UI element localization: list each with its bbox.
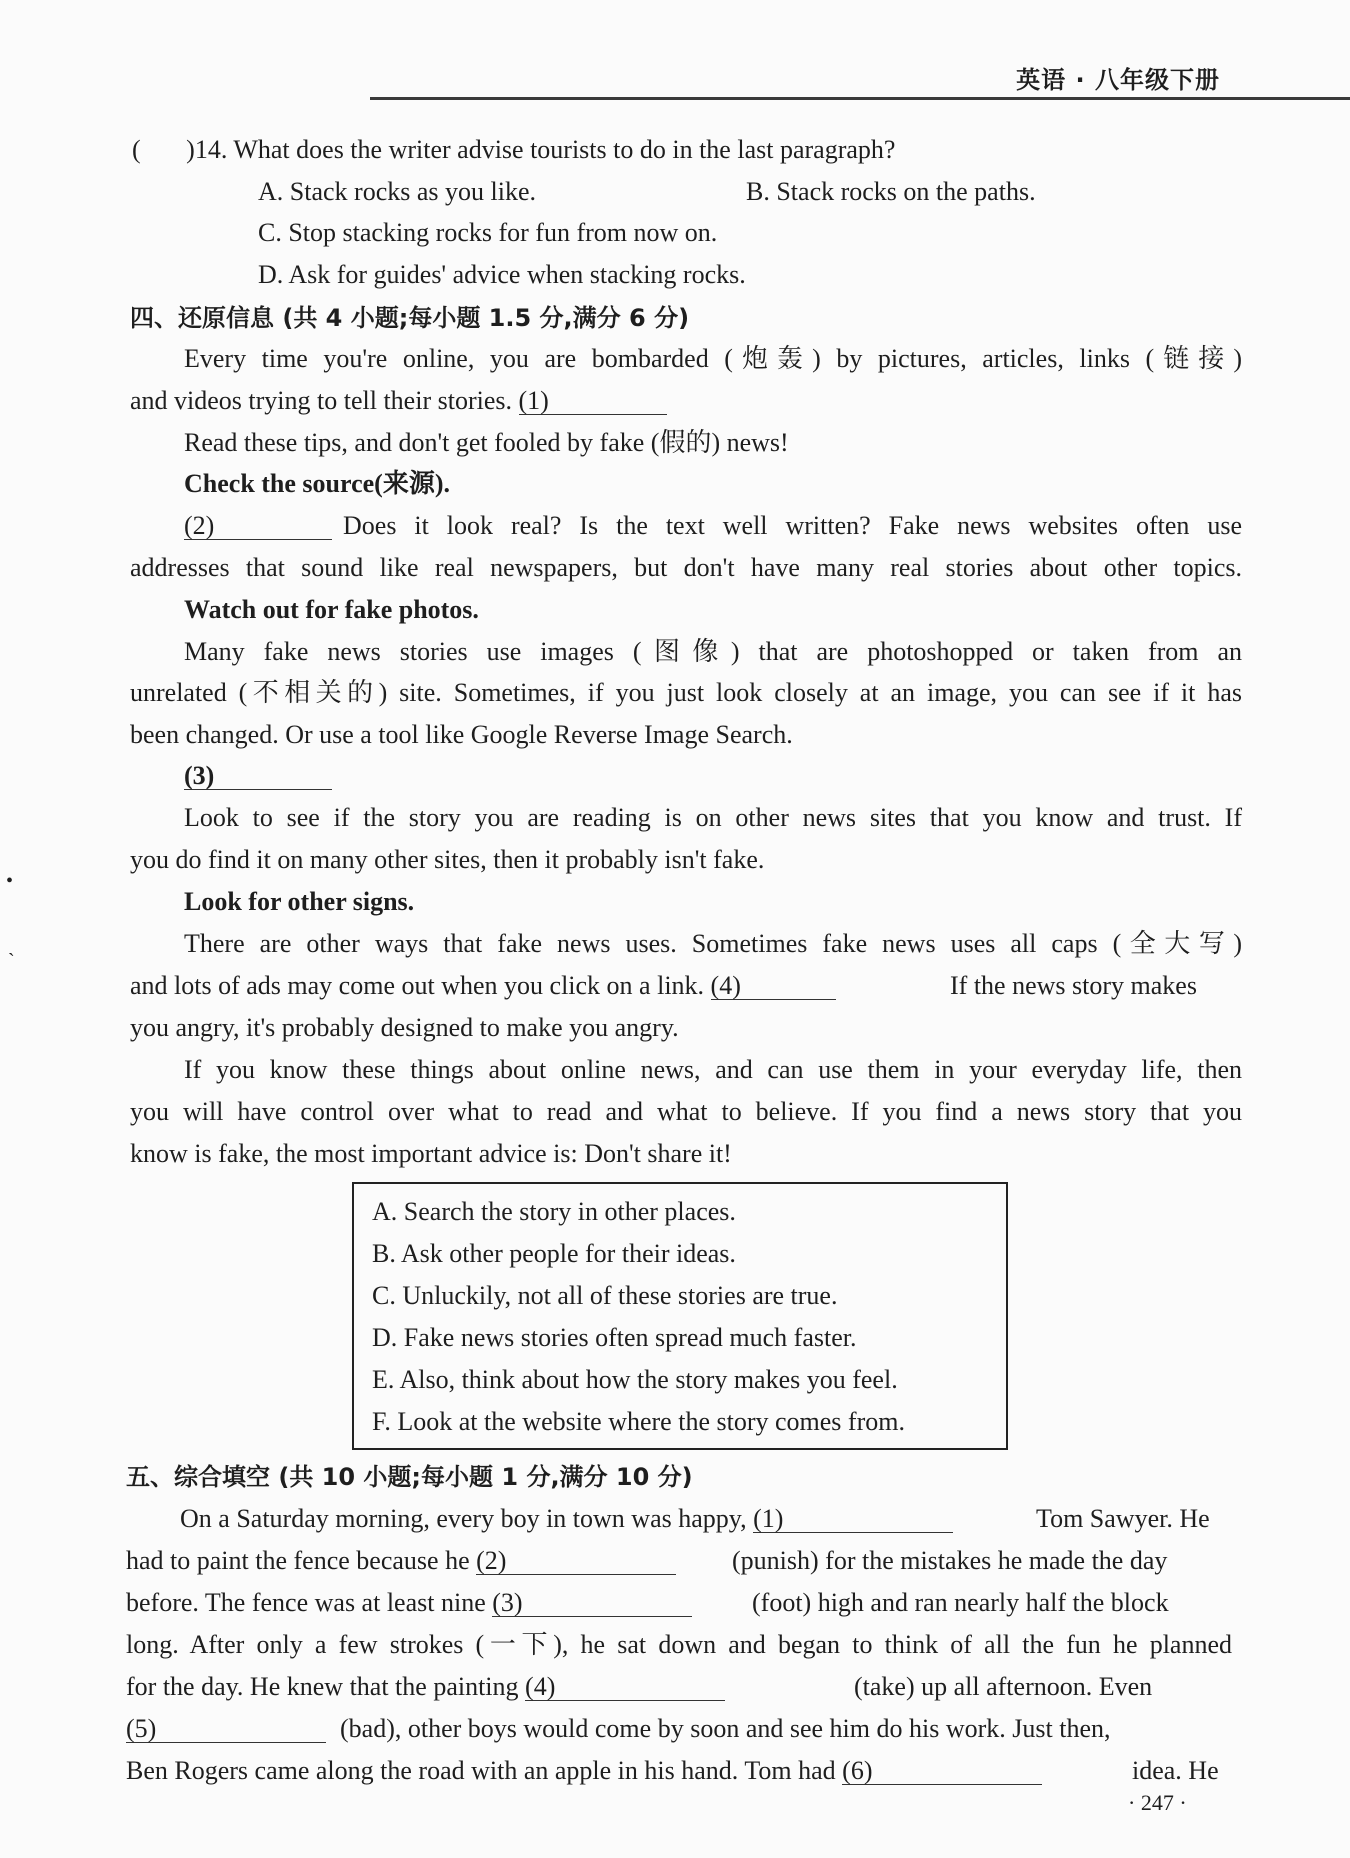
s4-blank3-line (184, 760, 332, 792)
q14-option-a: A. Stack rocks as you like. (258, 177, 537, 206)
s5-line5-end: (take) up all afternoon. Even (854, 1672, 1153, 1701)
s5-line1 (180, 1503, 953, 1535)
fill-blank-2[interactable]: (2) (476, 1548, 676, 1575)
s4-p6-line2 (130, 970, 836, 1002)
fill-blank-3[interactable]: (3) (492, 1590, 692, 1617)
q14-option-d: D. Ask for guides' advice when stacking rocks. (258, 260, 746, 289)
s5-line5 (126, 1671, 725, 1703)
s4-p3-line2: addresses that sound like real newspapers, but don't have many real stories about other topics. (130, 553, 1242, 582)
answer-blank-1[interactable]: (1) (519, 388, 667, 415)
s5-line1-end: Tom Sawyer. He (1036, 1504, 1210, 1533)
s5-line2 (126, 1545, 676, 1577)
answer-blank-2[interactable]: (2) (184, 513, 332, 540)
s4-p6-text-b: If the news story makes (950, 971, 1197, 1000)
fill-blank-1[interactable]: (1) (753, 1506, 953, 1533)
s4-p2: Read these tips, and don't get fooled by fake (假的) news! (184, 428, 789, 457)
s4-p4-line3: been changed. Or use a tool like Google Reverse Image Search. (130, 720, 793, 749)
s4-p1-line2 (130, 385, 667, 417)
s4-p6-text-a: and lots of ads may come out when you click on a link. (130, 971, 705, 1000)
subheading-other-signs: Look for other signs. (184, 887, 415, 916)
s5-line7-text: Ben Rogers came along the road with an apple in his hand. Tom had (126, 1756, 836, 1785)
s4-p6-line3: you angry, it's probably designed to make you angry. (130, 1013, 679, 1042)
s4-p3-line1 (184, 510, 332, 542)
option-f: F. Look at the website where the story comes from. (372, 1407, 905, 1436)
s4-p7-line1: If you know these things about online news, and can use them in your everyday life, then (184, 1055, 1242, 1084)
section4-heading: 四、还原信息 (共 4 小题;每小题 1.5 分,满分 6 分) (130, 304, 690, 332)
option-d: D. Fake news stories often spread much faster. (372, 1323, 857, 1352)
s5-line7-end: idea. He (1132, 1756, 1219, 1785)
fill-blank-4[interactable]: (4) (525, 1674, 725, 1701)
q14-stem: ( )14. What does the writer advise tourists to do in the last paragraph? (132, 135, 896, 164)
s4-p4-line1: Many fake news stories use images (图像) that are photoshopped or taken from an (184, 637, 1242, 666)
scan-mark: • (6, 870, 14, 892)
s5-line7 (126, 1755, 1042, 1787)
answer-blank-3[interactable]: (3) (184, 763, 332, 790)
q14-option-b: B. Stack rocks on the paths. (746, 177, 1036, 206)
subheading-fake-photos: Watch out for fake photos. (184, 595, 479, 624)
answer-blank-4[interactable]: (4) (711, 973, 836, 1000)
header-title: 英语 · 八年级下册 (1016, 66, 1220, 94)
s4-p1-line1: Every time you're online, you are bombarded (炮轰) by pictures, articles, links (链接) (184, 344, 1242, 373)
s4-p7-line3: know is fake, the most important advice is: Don't share it! (130, 1139, 732, 1168)
header-rule (370, 97, 1350, 100)
option-b: B. Ask other people for their ideas. (372, 1239, 736, 1268)
s4-p3-line1-text: Does it look real? Is the text well written? Fake news websites often use (343, 511, 1242, 540)
page-number: · 247 · (1128, 1790, 1187, 1815)
s5-line3-end: (foot) high and ran nearly half the block (752, 1588, 1169, 1617)
s4-p7-line2: you will have control over what to read and what to believe. If you find a news story that you (130, 1097, 1242, 1126)
s4-p5-line2: you do find it on many other sites, then it probably isn't fake. (130, 845, 765, 874)
s5-line2-text: had to paint the fence because he (126, 1546, 470, 1575)
s4-p5-line1: Look to see if the story you are reading is on other news sites that you know and trust. If (184, 803, 1242, 832)
s5-line6 (126, 1713, 326, 1745)
q14-option-c: C. Stop stacking rocks for fun from now on. (258, 218, 718, 247)
scan-mark: ˋ (8, 950, 15, 972)
s5-line4: long. After only a few strokes (一下), he sat down and began to think of all the fun he planned (126, 1630, 1232, 1659)
s5-line2-end: (punish) for the mistakes he made the day (732, 1546, 1168, 1575)
s5-line1-text: On a Saturday morning, every boy in town was happy, (180, 1504, 747, 1533)
option-a: A. Search the story in other places. (372, 1197, 736, 1226)
option-e: E. Also, think about how the story makes you feel. (372, 1365, 898, 1394)
s4-p6-line1: There are other ways that fake news uses. Sometimes fake news uses all caps (全大写) (184, 929, 1242, 958)
s4-p1-text: and videos trying to tell their stories. (130, 386, 512, 415)
s5-line5-text: for the day. He knew that the painting (126, 1672, 519, 1701)
s5-line6-text: (bad), other boys would come by soon and see him do his work. Just then, (340, 1714, 1111, 1743)
s5-line3-text: before. The fence was at least nine (126, 1588, 486, 1617)
option-c: C. Unluckily, not all of these stories are true. (372, 1281, 838, 1310)
fill-blank-6[interactable]: (6) (842, 1758, 1042, 1785)
subheading-check-source: Check the source(来源). (184, 469, 450, 498)
fill-blank-5[interactable]: (5) (126, 1716, 326, 1743)
section5-heading: 五、综合填空 (共 10 小题;每小题 1 分,满分 10 分) (126, 1463, 693, 1491)
s4-p4-line2: unrelated (不相关的) site. Sometimes, if you just look closely at an image, you can see if it has (130, 678, 1242, 707)
s5-line3 (126, 1587, 692, 1619)
